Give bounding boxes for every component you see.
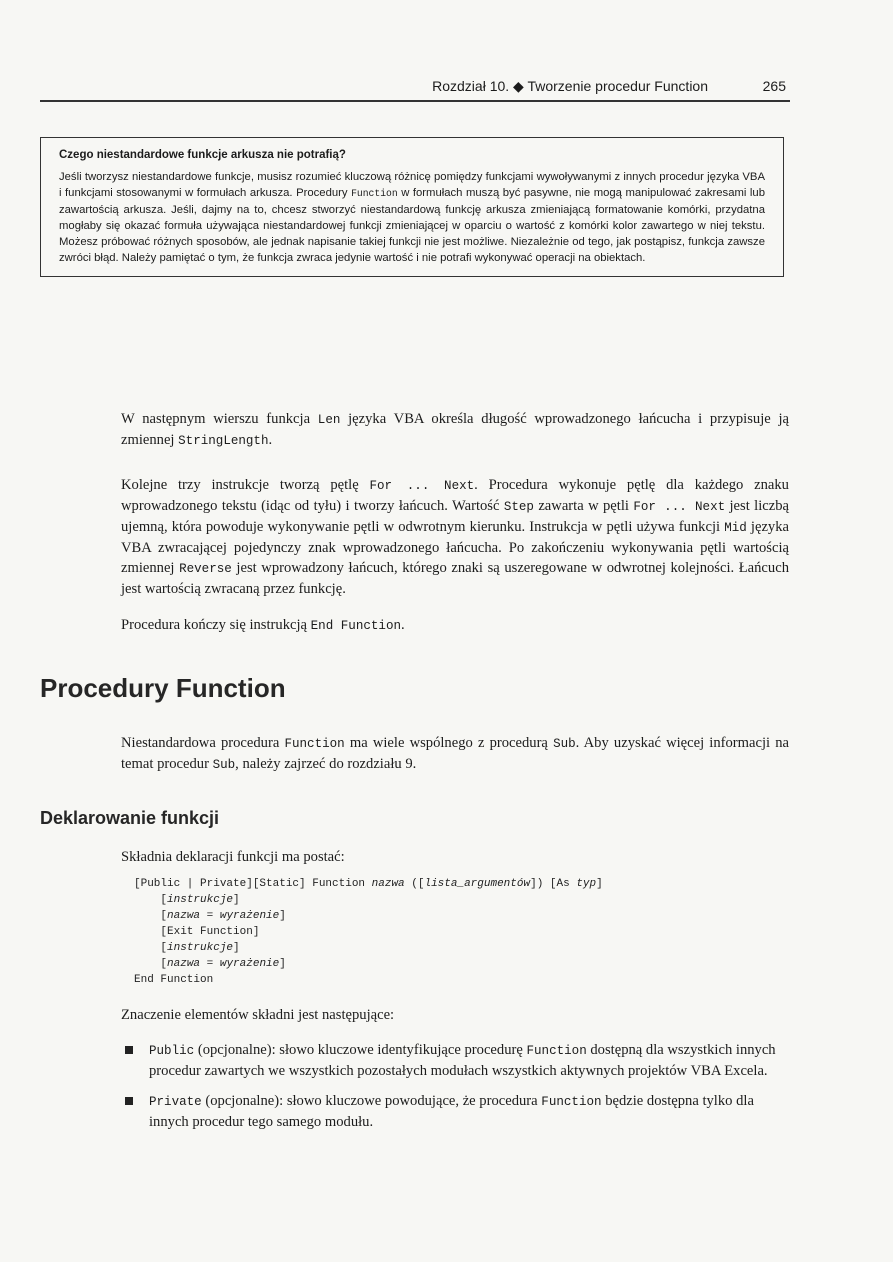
paragraph-len: W następnym wierszu funkcja Len języka VBA określa długość wprowadzonego łańcucha i przypisuje ją zmiennej StringLength. [121, 411, 789, 448]
code-term: For ... Next [633, 500, 726, 514]
bullet-square-icon [125, 1046, 133, 1054]
list-item: Public (opcjonalne): słowo kluczowe identyfikujące procedurę Function dostępną dla wszystkich innych procedur zawartych we wszystkich pozostałych modułach wszystkich aktywnych projektów VBA Excela. [121, 1040, 793, 1081]
code-term: Mid [724, 521, 747, 535]
chapter-title: Rozdział 10. ◆ Tworzenie procedur Function [432, 78, 708, 94]
paragraph-end: Procedura kończy się instrukcją End Function. [121, 617, 405, 633]
code-term: Sub [553, 737, 576, 751]
code-term: Reverse [179, 562, 232, 576]
code-term: Function [541, 1095, 602, 1109]
code-term: Function [526, 1044, 587, 1058]
code-term: Function [284, 737, 345, 751]
list-item: Private (opcjonalne): słowo kluczowe powodujące, że procedura Function będzie dostępna tylko dla innych procedur tego samego modułu. [121, 1091, 793, 1132]
code-term: StringLength [178, 434, 269, 448]
running-header [40, 78, 790, 102]
sidebar-box [40, 137, 784, 277]
code-term: End Function [310, 619, 402, 633]
page-number: 265 [762, 78, 786, 94]
sidebar-text: Jeśli tworzysz niestandardowe funkcje, musisz rozumieć kluczową różnicę pomiędzy funkcjami wywoływanymi z innych procedur języka VBA i funkcjami stosowanymi w formułach arkusza. Procedury Function w formułach muszą być pasywne, nie mogą manipulować zakresami lub zawartością arkusza. Jeśli, dajmy na to, chcesz stworzyć niestandardową funkcję arkusza zmieniającą formatowanie komórki, przydatna mogłaby się okazać formuła używająca niestandardowej funkcji zmieniającej w oparciu o wartość z komórki kolor zawartego w niej tekstu. Możesz próbować różnych sposobów, ale jednak napisanie takiej funkcji nie jest możliwe. Niezależnie od tego, jak postąpisz, funkcja zawsze zwróci błąd. Należy pamiętać o tym, że funkcja zwraca jedynie wartość i nie potrafi wykonywać operacji na obiektach. [59, 171, 765, 264]
code-term: Step [503, 500, 534, 514]
code-term: Function [351, 188, 398, 199]
code-term: Public [149, 1044, 195, 1058]
paragraph-syntax: Składnia deklaracji funkcji ma postać: [121, 849, 345, 865]
bullet-square-icon [125, 1097, 133, 1105]
paragraph-loop: Kolejne trzy instrukcje tworzą pętlę For ... Next. Procedura wykonuje pętlę dla każdego znaku wprowadzonego tekstu (idąc od tyłu) i tworzy łańcuch. Wartość Step zawarta w pętli For ... Next jest liczbą ujemną, która powoduje wykonywanie pętli w odwrotnym kierunku. Instrukcja w pętli używa funkcji Mid języka VBA zwracającej pojedynczy znak wprowadzonego łańcucha. Po zakończeniu wykonywania pętli wartością zmiennej Reverse jest wprowadzony łańcuch, którego znaki są uszeregowane w odwrotnej kolejności. Łańcuch jest wartością zwracaną przez funkcję. [121, 477, 789, 597]
sidebar-title: Czego niestandardowe funkcje arkusza nie potrafią? [59, 149, 346, 161]
section-heading: Procedury Function [40, 673, 286, 703]
paragraph-elements: Znaczenie elementów składni jest następujące: [121, 1007, 395, 1023]
code-term: Private [149, 1095, 202, 1109]
bullet-list [121, 1040, 793, 1142]
code-term: For ... Next [369, 479, 475, 493]
code-block: [Public | Private][Static] Function nazwa ([lista_argumentów]) [As typ] [instrukcje] [nazwa = wyrażenie] [Exit Function] [instrukcje] [nazwa = wyrażenie] End Function [134, 878, 603, 986]
code-term: Len [317, 413, 341, 427]
paragraph-function-intro: Niestandardowa procedura Function ma wiele wspólnego z procedurą Sub. Aby uzyskać więcej informacji na temat procedur Sub, należy zajrzeć do rozdziału 9. [121, 735, 789, 772]
code-term: Sub [212, 758, 236, 772]
subsection-heading: Deklarowanie funkcji [40, 808, 220, 828]
